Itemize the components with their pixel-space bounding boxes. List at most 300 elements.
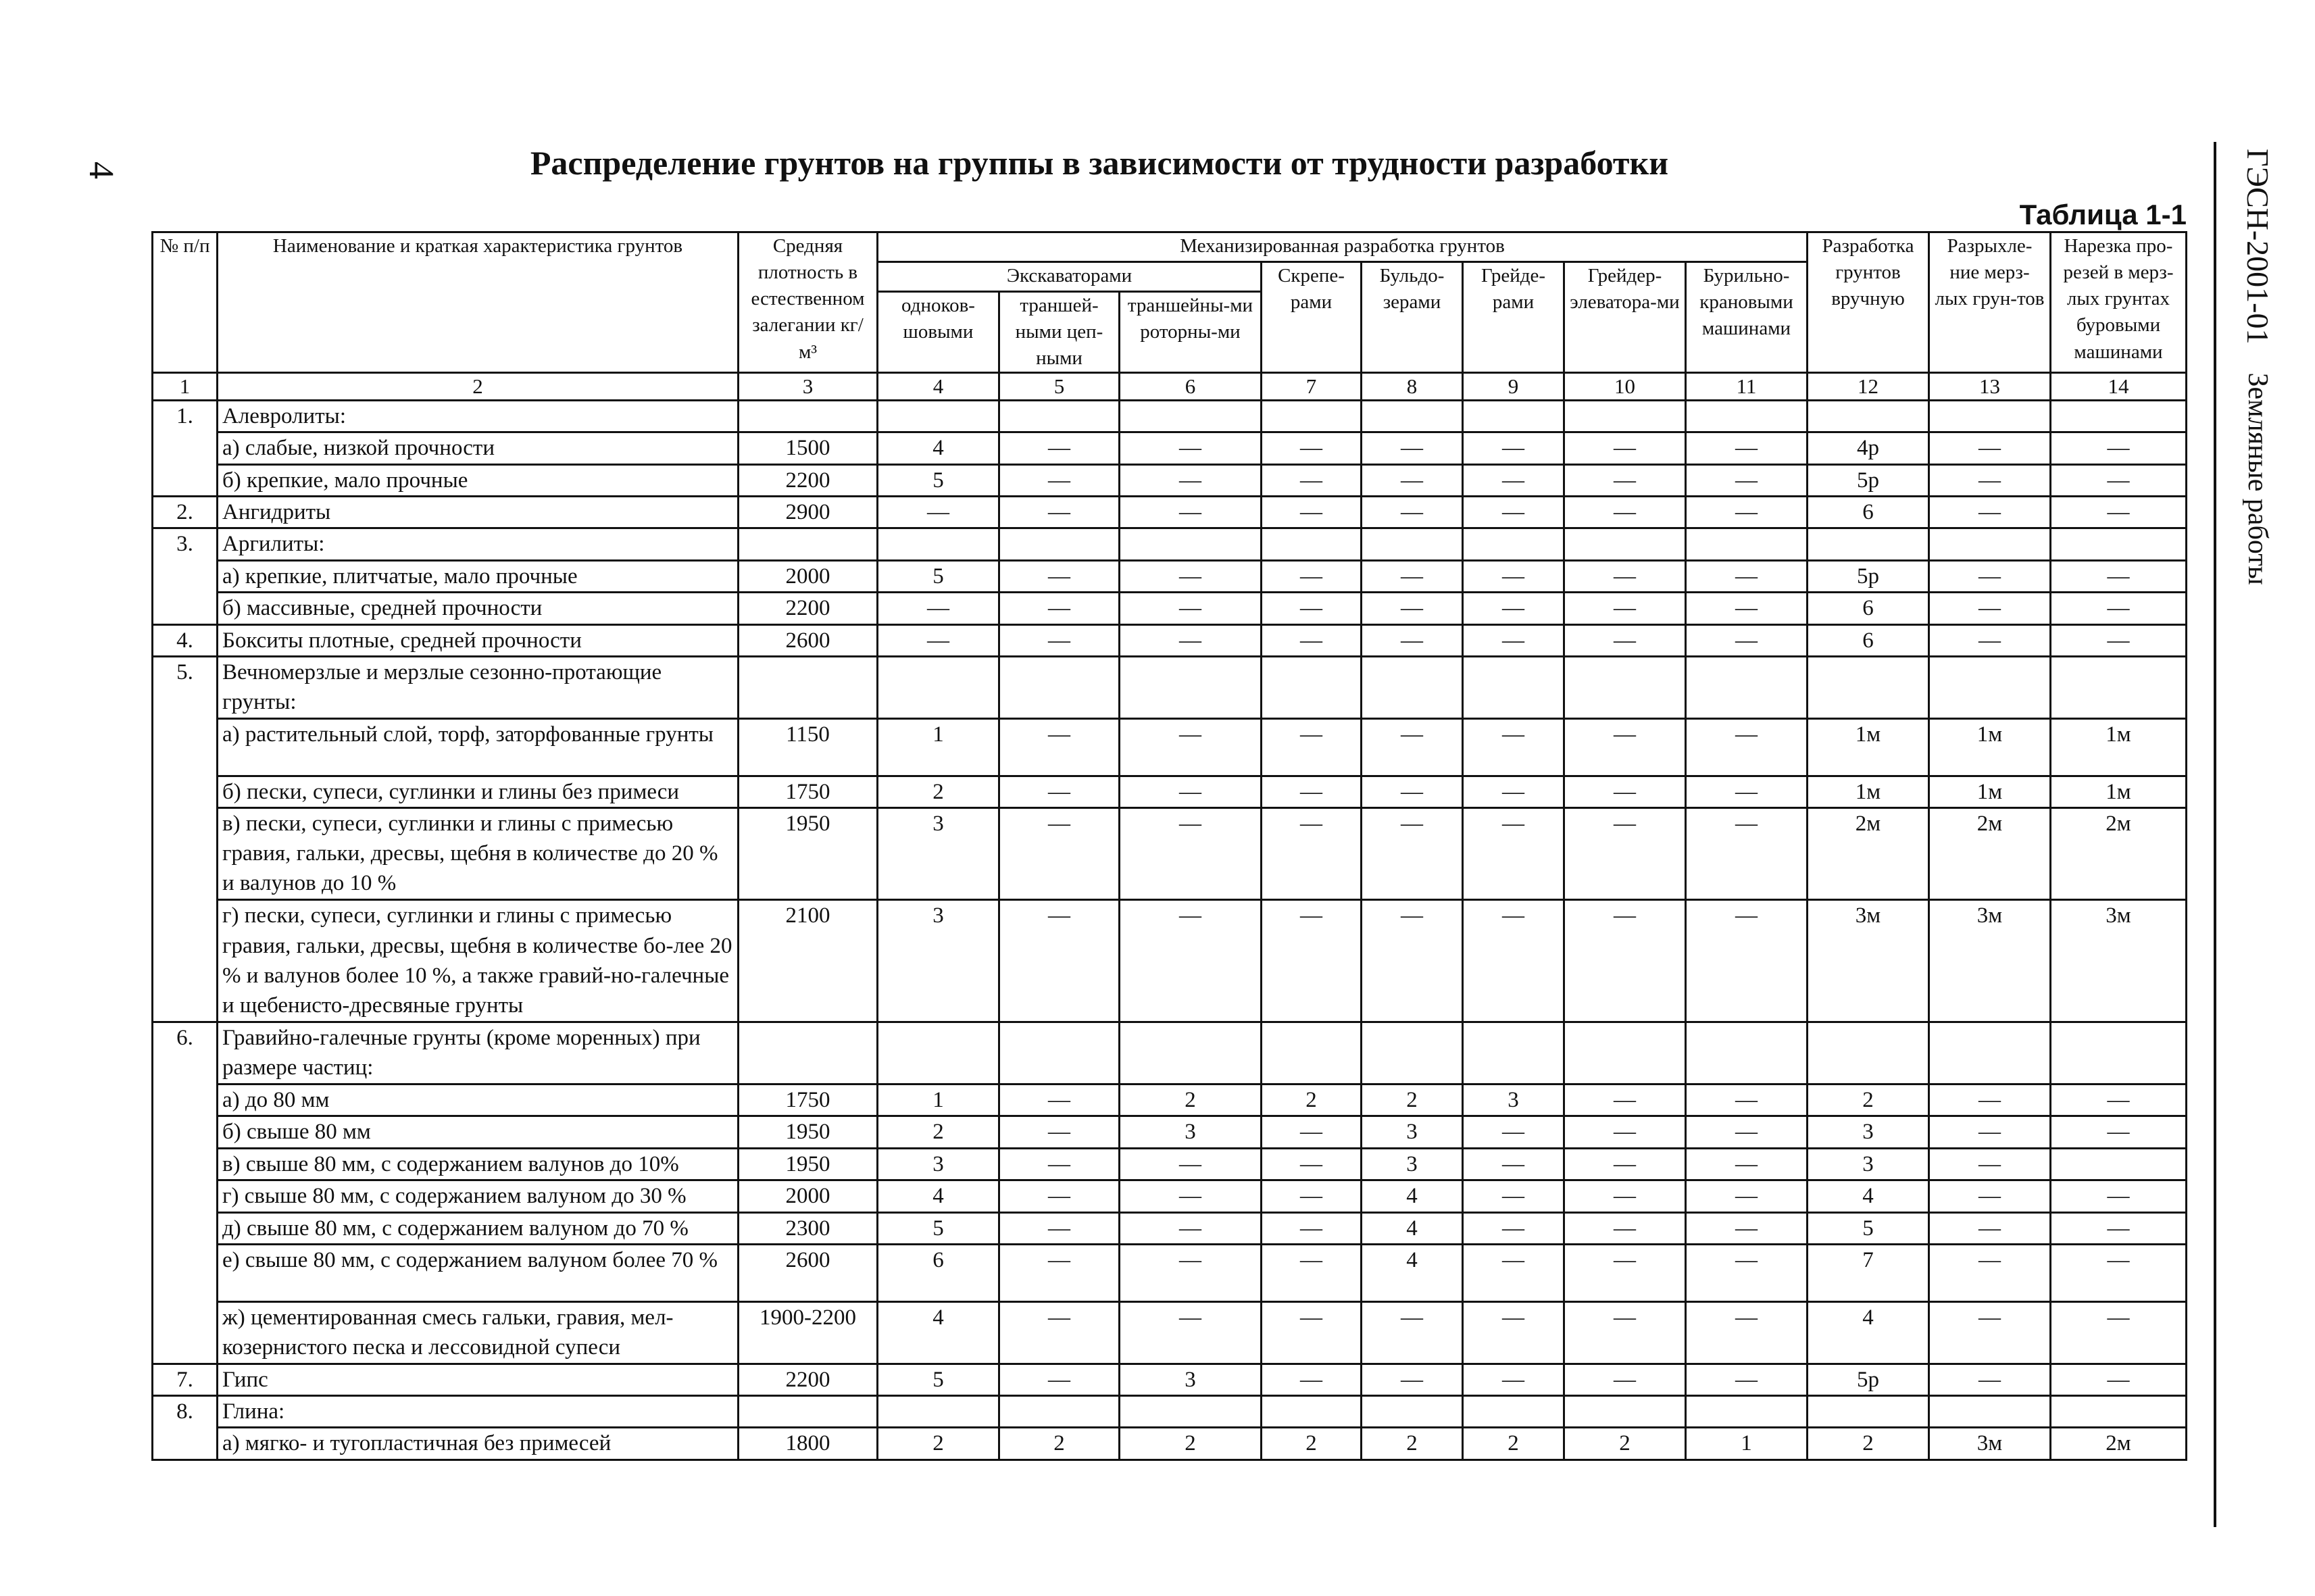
group-value: — <box>1262 776 1362 807</box>
table-row <box>153 593 2187 624</box>
density-value: 2600 <box>739 624 878 656</box>
group-value: — <box>1463 776 1564 807</box>
group-value <box>1808 657 1929 719</box>
group-value: 3м <box>1808 900 1929 1022</box>
group-value: 3 <box>1463 1084 1564 1116</box>
group-value: — <box>1362 593 1463 624</box>
group-value: 5р <box>1808 560 1929 592</box>
group-value: 2 <box>1808 1084 1929 1116</box>
group-value: — <box>1362 464 1463 496</box>
row-number: 8. <box>153 1395 218 1460</box>
density-value: 1950 <box>739 1116 878 1148</box>
column-number: 5 <box>999 373 1120 400</box>
group-value: 2 <box>1120 1084 1262 1116</box>
group-value: — <box>1120 1212 1262 1244</box>
soil-name: в) пески, супеси, суглинки и глины с примесью гравия, гальки, дресвы, щебня в количестве до 20 % и валунов до 10 % <box>218 807 739 899</box>
density-value <box>739 528 878 560</box>
group-value: — <box>1262 1301 1362 1364</box>
group-value: — <box>1262 1212 1362 1244</box>
group-value: 2 <box>878 1116 999 1148</box>
column-number: 1 <box>153 373 218 400</box>
group-value <box>1808 528 1929 560</box>
group-value <box>1686 528 1808 560</box>
group-value <box>999 1022 1120 1084</box>
group-value: — <box>1120 719 1262 776</box>
group-value: — <box>1120 624 1262 656</box>
group-value: — <box>1262 432 1362 464</box>
group-value: — <box>1564 719 1686 776</box>
header-no: № п/п <box>153 232 218 373</box>
group-value: — <box>1929 1212 2051 1244</box>
group-value <box>1564 528 1686 560</box>
row-number: 2. <box>153 496 218 528</box>
group-value: — <box>1463 807 1564 899</box>
group-value: — <box>1362 807 1463 899</box>
group-value: — <box>1929 1301 2051 1364</box>
group-value: — <box>1262 593 1362 624</box>
group-value: — <box>878 496 999 528</box>
group-value <box>878 1022 999 1084</box>
group-value: — <box>2051 1084 2187 1116</box>
group-value: 2 <box>1463 1428 1564 1460</box>
group-value: — <box>1463 593 1564 624</box>
header-density: Средняя плотность в естественном залегании кг/м³ <box>739 232 878 373</box>
group-value: — <box>999 624 1120 656</box>
group-value: 2м <box>2051 1428 2187 1460</box>
group-value: — <box>1564 1364 1686 1395</box>
group-value <box>1362 528 1463 560</box>
group-value: — <box>2051 1180 2187 1212</box>
group-value: 5 <box>878 560 999 592</box>
soil-name: б) пески, супеси, суглинки и глины без примеси <box>218 776 739 807</box>
group-value <box>1564 400 1686 432</box>
table-row <box>153 528 2187 560</box>
group-value: 2 <box>1120 1428 1262 1460</box>
soil-name: Гравийно-галечные грунты (кроме моренных) при размере частиц: <box>218 1022 739 1084</box>
group-value <box>1120 1395 1262 1427</box>
soil-name: Глина: <box>218 1395 739 1427</box>
group-value: 4 <box>878 432 999 464</box>
group-value: — <box>2051 1364 2187 1395</box>
group-value: — <box>999 1245 1120 1301</box>
group-value: — <box>1463 1364 1564 1395</box>
group-value: — <box>999 1148 1120 1180</box>
group-value <box>1929 1022 2051 1084</box>
group-value <box>1686 1022 1808 1084</box>
group-value: — <box>1362 496 1463 528</box>
group-value: — <box>1262 1245 1362 1301</box>
group-value: — <box>1120 776 1262 807</box>
group-value: 3 <box>878 1148 999 1180</box>
table-row <box>153 807 2187 899</box>
group-value: — <box>1564 1148 1686 1180</box>
header-manual: Разработка грунтов вручную <box>1808 232 1929 373</box>
group-value: — <box>1463 496 1564 528</box>
group-value: 5 <box>1808 1212 1929 1244</box>
group-value: 5р <box>1808 464 1929 496</box>
density-value: 2300 <box>739 1212 878 1244</box>
group-value <box>1362 400 1463 432</box>
group-value: — <box>1929 593 2051 624</box>
group-value <box>999 528 1120 560</box>
column-number: 4 <box>878 373 999 400</box>
table-row <box>153 719 2187 776</box>
section-name: Земляные работы <box>2242 372 2273 585</box>
group-value: 2 <box>1362 1428 1463 1460</box>
group-value: — <box>1686 1301 1808 1364</box>
group-value: — <box>1686 1364 1808 1395</box>
group-value: 3м <box>1929 1428 2051 1460</box>
group-value: — <box>1362 1364 1463 1395</box>
group-value: — <box>1120 1245 1262 1301</box>
group-value: — <box>1564 776 1686 807</box>
group-value <box>2051 1395 2187 1427</box>
group-value: 2 <box>1808 1428 1929 1460</box>
header-trench-chain: траншей-ными цеп-ными <box>999 292 1120 373</box>
group-value: — <box>1262 496 1362 528</box>
table-row <box>153 1428 2187 1460</box>
group-value <box>2051 1022 2187 1084</box>
group-value: — <box>1463 1212 1564 1244</box>
group-value: — <box>1929 1364 2051 1395</box>
column-number: 7 <box>1262 373 1362 400</box>
group-value <box>1564 1395 1686 1427</box>
column-number: 13 <box>1929 373 2051 400</box>
group-value: — <box>999 1116 1120 1148</box>
table-row <box>153 1301 2187 1364</box>
group-value: — <box>1120 1180 1262 1212</box>
soil-name: а) растительный слой, торф, заторфованные грунты <box>218 719 739 776</box>
group-value: 2 <box>878 1428 999 1460</box>
group-value: 5 <box>878 1212 999 1244</box>
group-value: 4р <box>1808 432 1929 464</box>
group-value: 5 <box>878 1364 999 1395</box>
group-value <box>1929 1395 2051 1427</box>
row-number: 5. <box>153 657 218 1022</box>
group-value: — <box>999 464 1120 496</box>
table-label: Таблица 1-1 <box>2019 199 2187 230</box>
table-row <box>153 776 2187 807</box>
document-title: Распределение грунтов на группы в зависимости от трудности разработки <box>530 144 1669 182</box>
header-trench-rotary: траншейны-ми роторны-ми <box>1120 292 1262 373</box>
column-number: 10 <box>1564 373 1686 400</box>
group-value: — <box>2051 1212 2187 1244</box>
density-value: 1750 <box>739 776 878 807</box>
group-value <box>2051 657 2187 719</box>
group-value <box>1120 657 1262 719</box>
group-value: — <box>1686 464 1808 496</box>
group-value <box>1686 400 1808 432</box>
group-value: — <box>1362 560 1463 592</box>
group-value: — <box>999 1301 1120 1364</box>
group-value: 3 <box>1362 1116 1463 1148</box>
group-value: — <box>1362 1301 1463 1364</box>
group-value: — <box>1120 807 1262 899</box>
group-value: 3 <box>1808 1116 1929 1148</box>
group-value <box>1564 657 1686 719</box>
row-number: 6. <box>153 1022 218 1364</box>
group-value: — <box>1686 624 1808 656</box>
group-value: — <box>1686 1245 1808 1301</box>
group-value <box>999 657 1120 719</box>
group-value: 1м <box>2051 719 2187 776</box>
group-value <box>1262 1395 1362 1427</box>
density-value: 2200 <box>739 593 878 624</box>
density-value: 1500 <box>739 432 878 464</box>
group-value: 6 <box>878 1245 999 1301</box>
group-value: 2 <box>1262 1084 1362 1116</box>
column-number: 6 <box>1120 373 1262 400</box>
soil-name: а) до 80 мм <box>218 1084 739 1116</box>
group-value: — <box>1564 624 1686 656</box>
group-value: — <box>1929 432 2051 464</box>
column-number: 3 <box>739 373 878 400</box>
group-value: — <box>1929 1148 2051 1180</box>
group-value <box>1120 528 1262 560</box>
group-value: — <box>999 593 1120 624</box>
header-name: Наименование и краткая характеристика грунтов <box>218 232 739 373</box>
group-value: — <box>1120 560 1262 592</box>
group-value <box>1463 528 1564 560</box>
group-value: 3 <box>1120 1364 1262 1395</box>
row-number: 3. <box>153 528 218 624</box>
header-single-bucket: одноков-шовыми <box>878 292 999 373</box>
table-row <box>153 1116 2187 1148</box>
group-value: — <box>1929 496 2051 528</box>
page-number: 4 <box>82 161 120 179</box>
density-value <box>739 657 878 719</box>
standard-code: ГЭСН-2001-01 <box>2241 149 2275 345</box>
group-value: 5р <box>1808 1364 1929 1395</box>
group-value: 3м <box>2051 900 2187 1022</box>
group-value: 3 <box>1362 1148 1463 1180</box>
soil-name: Бокситы плотные, средней прочности <box>218 624 739 656</box>
group-value: — <box>1564 1180 1686 1212</box>
group-value: 4 <box>1362 1245 1463 1301</box>
group-value: — <box>999 560 1120 592</box>
group-value <box>1929 400 2051 432</box>
soil-name: а) слабые, низкой прочности <box>218 432 739 464</box>
group-value: — <box>1686 1180 1808 1212</box>
density-value: 2200 <box>739 464 878 496</box>
group-value: — <box>2051 1301 2187 1364</box>
group-value <box>1463 1395 1564 1427</box>
group-value: — <box>1686 593 1808 624</box>
group-value: — <box>999 1084 1120 1116</box>
group-value: — <box>1463 1301 1564 1364</box>
group-value: 2 <box>1262 1428 1362 1460</box>
group-value: — <box>999 496 1120 528</box>
group-value <box>1463 1022 1564 1084</box>
density-value: 1750 <box>739 1084 878 1116</box>
group-value <box>1463 400 1564 432</box>
column-number: 11 <box>1686 373 1808 400</box>
group-value: 4 <box>878 1180 999 1212</box>
group-value: — <box>1463 1148 1564 1180</box>
density-value: 2000 <box>739 1180 878 1212</box>
group-value: — <box>1686 807 1808 899</box>
group-value: — <box>1463 719 1564 776</box>
group-value: — <box>2051 464 2187 496</box>
group-value: — <box>1120 900 1262 1022</box>
group-value: — <box>1463 1245 1564 1301</box>
group-value <box>1463 657 1564 719</box>
group-value <box>1686 657 1808 719</box>
group-value <box>1120 1022 1262 1084</box>
row-number: 7. <box>153 1364 218 1395</box>
group-value: — <box>1564 1212 1686 1244</box>
group-value <box>1929 528 2051 560</box>
table-row <box>153 432 2187 464</box>
group-value: 2 <box>999 1428 1120 1460</box>
group-value: 7 <box>1808 1245 1929 1301</box>
group-value: — <box>1564 432 1686 464</box>
table-row <box>153 624 2187 656</box>
group-value <box>1808 1395 1929 1427</box>
group-value: 2 <box>1564 1428 1686 1460</box>
group-value: — <box>1686 900 1808 1022</box>
group-value: 4 <box>1362 1212 1463 1244</box>
group-value <box>1808 1022 1929 1084</box>
group-value: — <box>1463 560 1564 592</box>
density-value: 2000 <box>739 560 878 592</box>
table-row <box>153 400 2187 432</box>
soil-name: Аргилиты: <box>218 528 739 560</box>
group-value: — <box>2051 560 2187 592</box>
header-grader-elevators: Грейдер-элеватора-ми <box>1564 262 1686 373</box>
group-value: 5 <box>878 464 999 496</box>
group-value: 3м <box>1929 900 2051 1022</box>
group-value: — <box>1262 464 1362 496</box>
group-value: 1м <box>1929 776 2051 807</box>
group-value <box>1929 657 2051 719</box>
group-value <box>1262 528 1362 560</box>
table-row <box>153 1364 2187 1395</box>
row-number: 4. <box>153 624 218 656</box>
density-value: 2900 <box>739 496 878 528</box>
table-row <box>153 1245 2187 1301</box>
group-value: — <box>2051 1245 2187 1301</box>
soil-name: б) свыше 80 мм <box>218 1116 739 1148</box>
header-graders: Грейде-рами <box>1463 262 1564 373</box>
group-value: — <box>1362 719 1463 776</box>
header-frozen-loosening: Разрыхле-ние мерз-лых грун-тов <box>1929 232 2051 373</box>
density-value <box>739 400 878 432</box>
group-value: — <box>1564 560 1686 592</box>
group-value: — <box>1120 1301 1262 1364</box>
column-number: 12 <box>1808 373 1929 400</box>
group-value: — <box>1686 496 1808 528</box>
group-value: 3 <box>1808 1148 1929 1180</box>
soil-name: д) свыше 80 мм, с содержанием валуном до 70 % <box>218 1212 739 1244</box>
group-value: — <box>1362 432 1463 464</box>
group-value: 4 <box>1808 1301 1929 1364</box>
soil-name: б) крепкие, мало прочные <box>218 464 739 496</box>
density-value: 1900-2200 <box>739 1301 878 1364</box>
column-number-row <box>153 373 2187 400</box>
density-value <box>739 1022 878 1084</box>
group-value <box>878 528 999 560</box>
column-number: 8 <box>1362 373 1463 400</box>
soil-name: г) свыше 80 мм, с содержанием валуном до 30 % <box>218 1180 739 1212</box>
group-value: — <box>1929 464 2051 496</box>
group-value: 2 <box>878 776 999 807</box>
group-value: — <box>1262 900 1362 1022</box>
column-number: 9 <box>1463 373 1564 400</box>
group-value <box>1262 1022 1362 1084</box>
group-value: — <box>1463 1180 1564 1212</box>
group-value: — <box>878 624 999 656</box>
table-row <box>153 1395 2187 1427</box>
group-value: 1м <box>1808 776 1929 807</box>
group-value: — <box>1564 900 1686 1022</box>
density-value: 2100 <box>739 900 878 1022</box>
group-value: — <box>1686 560 1808 592</box>
table-row <box>153 1212 2187 1244</box>
group-value: — <box>2051 1116 2187 1148</box>
group-value: — <box>1564 496 1686 528</box>
group-value: — <box>1262 1180 1362 1212</box>
group-value: — <box>999 776 1120 807</box>
group-value: — <box>1262 560 1362 592</box>
group-value: 1 <box>878 719 999 776</box>
group-value: 2 <box>1362 1084 1463 1116</box>
group-value: — <box>1120 1148 1262 1180</box>
group-value: 1м <box>2051 776 2187 807</box>
group-value <box>878 1395 999 1427</box>
group-value: 3 <box>878 807 999 899</box>
group-value: — <box>1362 900 1463 1022</box>
table-row <box>153 657 2187 719</box>
group-value: — <box>1564 1084 1686 1116</box>
column-number: 2 <box>218 373 739 400</box>
group-value: 1м <box>1929 719 2051 776</box>
group-value: 2м <box>2051 807 2187 899</box>
group-value: — <box>1463 432 1564 464</box>
group-value: 1м <box>1808 719 1929 776</box>
group-value: 6 <box>1808 593 1929 624</box>
group-value <box>2051 400 2187 432</box>
group-value: — <box>1686 719 1808 776</box>
group-value: — <box>878 593 999 624</box>
group-value: 1 <box>1686 1428 1808 1460</box>
table-row <box>153 560 2187 592</box>
group-value: — <box>999 719 1120 776</box>
group-value <box>1362 1395 1463 1427</box>
group-value: — <box>1929 1084 2051 1116</box>
group-value: — <box>1262 624 1362 656</box>
group-value: — <box>999 1212 1120 1244</box>
group-value: — <box>999 900 1120 1022</box>
density-value: 2600 <box>739 1245 878 1301</box>
group-value: 6 <box>1808 624 1929 656</box>
density-value: 1950 <box>739 807 878 899</box>
group-value <box>1564 1022 1686 1084</box>
group-value: — <box>1463 1116 1564 1148</box>
group-value: — <box>1929 560 2051 592</box>
group-value: — <box>1686 1084 1808 1116</box>
density-value <box>739 1395 878 1427</box>
soil-name: в) свыше 80 мм, с содержанием валунов до 10% <box>218 1148 739 1180</box>
group-value: — <box>1362 776 1463 807</box>
group-value <box>878 657 999 719</box>
header-bulldozers: Бульдо-зерами <box>1362 262 1463 373</box>
group-value: — <box>1463 624 1564 656</box>
soil-name: е) свыше 80 мм, с содержанием валуном более 70 % <box>218 1245 739 1301</box>
group-value <box>1686 1395 1808 1427</box>
soil-name: Ангидриты <box>218 496 739 528</box>
soil-name: ж) цементированная смесь гальки, гравия, мел-козернистого песка и лессовидной супеси <box>218 1301 739 1364</box>
